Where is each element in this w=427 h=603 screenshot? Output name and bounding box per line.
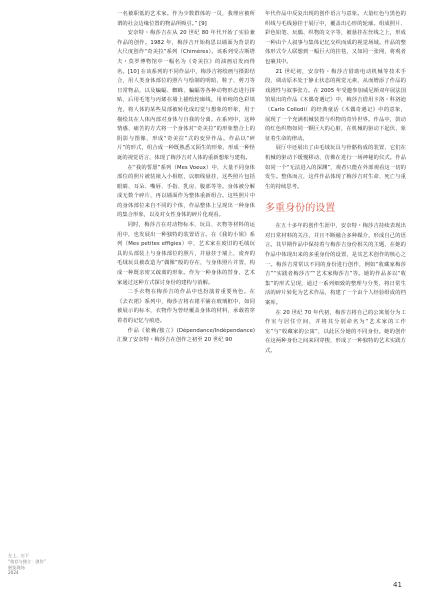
paragraph: 二手衣物在梅莎吉的作品中也扮演着重要角色。在《去衣裙》系列中，梅莎吉将衣裙平铺在玻璃框中，如同被展示的标本，衣物作为曾经覆盖身体的材料，承载着穿着者的记忆与痕迹。 — [117, 289, 255, 324]
paragraph: 21 世纪初，安奈特・梅莎吉借助电动机械等技术手段，调动原本处于静止状态的视觉元素，从而增添了作品的戏剧性与叙事张力。在 2005 年受邀参加威尼斯双年展法国馆展出的作品《木偶奇遇记》中，梅莎吉借用卡洛・科洛迪（Carlo Collodi）的经典童话《木偶奇遇记》中的意象，展现了一个充满机械装置与织物的奇异世界。作品中，鼓动的红色织物如同一颗巨大的心脏，在机械的驱动下起伏，象征着生命的律动。 — [265, 68, 406, 142]
caption-line: “依存与独立：创作” — [8, 558, 46, 564]
section-heading: 多重身份的设置 — [265, 203, 336, 215]
paragraph: 展厅中还展出了由毛绒玩具与骨骼构成的装置，它们在机械的驱动下缓慢移动，仿佛在进行一场神秘的仪式。作品如同一个“无法进入的深渊”，观者只能在外部观看这一切的发生。整体而言，这件作品体现了梅莎吉对生命、死亡与重生的持续思考。 — [265, 145, 406, 190]
paragraph: 在 20 世纪 70 年代初，梅莎吉将自己的公寓划分为工作室与居住空间，并将其分别命名为“艺术家的工作室”与“收藏家的公寓”，以此区分她的不同身份。她的创作在这两种身份之间来回穿梭，形成了一种独特的艺术实践方式。 — [265, 309, 406, 354]
right-text-column — [265, 10, 406, 357]
paragraph: 安奈特・梅莎吉在从 20 世纪 80 年代开始了实验兼作品的创作。1982 年，梅莎吉开始构思以墙面为背景的大尺度创作“奇美拉”系列（Chimères）。该系列受古斯塔夫・莫罗博物馆中一幅名为《奇美拉》的油画启发而得名。[10] 在该系列的不同作品中，梅莎吉将绘画与摄影结合，用人类身体部位的照片与绘制的明暗、鞋子、剪刀等日常物品，以及蝙蝠、蜘蛛、蝙蝠等各种动物形态进行拼贴，后用毛笔与丙烯在墙上描绘轮廓线，用单纯的色彩填充，将人体的某些局部被转化成幻觉与想象的形象，用于描绘其在人体内部对身体与自我的分离。在系列中，这种情感、痛苦的方式将一个身体对“奇美拉”的形象整合上的阴影与图像，形成“奇美拉”式的变异作品。作品以“碎片”的形式，组合成一种既熟悉又陌生的形象，形成一种怪诞的视觉语言，体现了梅莎吉对人体的重新想象与建构。 — [117, 30, 255, 161]
page-number: 41 — [393, 581, 402, 589]
caption-line: 2024 — [8, 570, 19, 576]
caption-line: 左上、右下 — [8, 553, 29, 558]
paragraph: 同时，梅莎吉在对动物标本、玩具、衣物等材料的运用中，也发展出一种独特的装置语言。在《我的小姐》系列（Mes petites effigies）中，艺术家在废旧的毛绒玩具的头部装上与身体部位的照片，并悬挂于墙上，废弃的毛绒玩具被改造为“偶像”般的存在，与身体照片并置，构成一种既亲密又疏离的形象。作为一种身体的替身，艺术家通过这种方式探讨身份的建构与消解。 — [117, 222, 255, 286]
paragraph: 一名被职低的艺术家。作为少数群体的一员，我理应被所谓的社会边缘位置的物品所吸引。” [9] — [117, 11, 255, 27]
paragraph: 在“我的誓愿”系列（Mes Voeux）中，大量不同身体部位的照片被装裱入小相框，以细线悬挂，这些照片包括眼睛、耳朵、嘴唇、手指、乳房、腹部等等。身体被分解成无数个碎片，再以墙面作为整体重新组合。这些照片中的身体部位来自不同的个体，作品整体上呈现出一种身体的集合形象，以及对女性身体的碎片化观看。 — [117, 164, 255, 219]
image-caption — [8, 553, 68, 576]
paragraph: 作品《依赖/独立》(Dépendance/Indépendance) 汇聚了安奈特・梅莎吉在创作之初至 20 世纪 90 — [117, 327, 255, 344]
paragraph: 在五十多年的创作生涯中，安奈特・梅莎吉持续表现出对日常材料的关注，并且不断融合多种媒介，形成自己的语言。其早期作品中保持着与梅莎吉身份相关的主题，在她的作品中体现出来的多重身份的设置，是其艺术创作的核心之一。梅莎吉常常以不同的身份进行创作，例如“收藏家梅莎吉”“实践者梅莎吉”“艺术家梅莎吉”等。她的作品多以“收集”的形式呈现，通过一系列细致的整理与分类，将日常生活的碎片转化为艺术作品，构建了一个由个人经验组成的档案库。 — [265, 223, 406, 307]
paragraph: 年代作品中反复出现的创作语言与意象。大量红色与黑色的织线与毛线悬挂于展厅中，覆盖出心形的轮廓。组成照片、彩色铅笔、玩偶、织物的文字等，被悬挂在丝线之上，形成一种由个人叙事与集体记忆交织而成的视觉场域。作品的整体形式令人联想到一幅巨大的挂毯，又如同一张网，将观者包裹其中。 — [265, 11, 406, 65]
caption-line: 展览现场 — [8, 564, 25, 570]
left-text-column — [117, 10, 255, 346]
